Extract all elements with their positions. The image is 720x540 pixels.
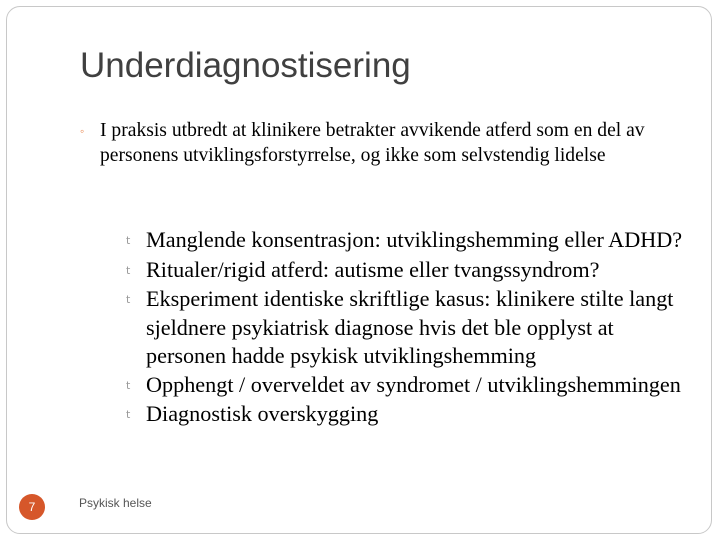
page-number-badge: 7: [19, 494, 45, 520]
sub-bullet-icon: t: [126, 293, 131, 306]
sub-bullet-text: Ritualer/rigid atferd: autisme eller tvangssyndrom?: [146, 256, 600, 282]
slide-title: Underdiagnostisering: [80, 46, 411, 85]
sub-bullet: [126, 226, 686, 256]
sub-bullet-list: [126, 226, 686, 430]
sub-bullet-icon: t: [126, 263, 131, 277]
sub-bullet-text: Eksperiment identiske skriftlige kasus: klinikere stilte langt sjeldnere psykiatrisk diagnose hvis det ble opplyst at personen hadde psykisk utviklingshemming: [146, 286, 674, 368]
main-bullet: [80, 118, 680, 168]
sub-bullet-text: Diagnostisk overskygging: [146, 401, 379, 426]
bullet-icon: ◦: [80, 124, 85, 138]
sub-bullet: [126, 256, 686, 286]
main-bullet-text: I praksis utbredt at klinikere betrakter avvikende atferd som en del av personens utviklingsforstyrrelse, og ikke som selvstendig lidelse: [100, 120, 645, 166]
sub-bullet-text: Manglende konsentrasjon: utviklingshemming eller ADHD?: [146, 227, 683, 252]
sub-bullet-text: Opphengt / overveldet av syndromet / utviklingshemmingen: [146, 371, 681, 397]
sub-bullet-icon: t: [126, 378, 131, 392]
sub-bullet: [126, 400, 686, 430]
sub-bullet-icon: t: [126, 234, 131, 247]
sub-bullet: [126, 285, 686, 371]
sub-bullet-icon: t: [126, 408, 131, 421]
slide-footer: Psykisk helse: [79, 496, 152, 510]
sub-bullet: [126, 371, 686, 401]
